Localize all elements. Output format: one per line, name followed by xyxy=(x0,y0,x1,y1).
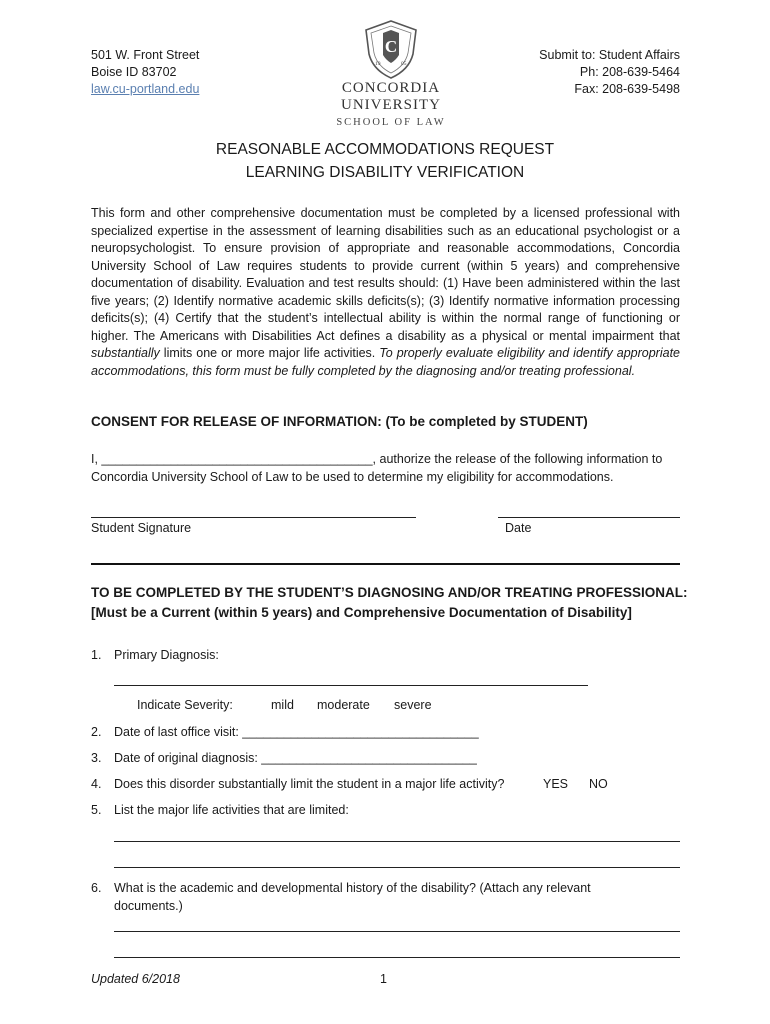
question-number: 6. xyxy=(91,881,102,895)
severity-severe-option[interactable]: severe xyxy=(394,698,432,712)
original-diagnosis-date-field[interactable]: Date of original diagnosis: _______________________________ xyxy=(114,751,477,765)
consent-prefix: I, xyxy=(91,452,102,466)
professional-section-heading xyxy=(91,583,688,623)
question-text: Does this disorder substantially limit the student in a major life activity? xyxy=(114,777,505,791)
website-link[interactable]: law.cu-portland.edu xyxy=(91,82,200,96)
logo-year-left: 19 xyxy=(375,61,381,67)
yes-option[interactable]: YES xyxy=(543,777,569,791)
intro-paragraph xyxy=(91,205,680,380)
university-logo xyxy=(296,18,486,128)
date-label: Date xyxy=(505,521,532,535)
consent-text: , authorize the release of the following information to Concordia University School of Law to be used to determine my eligibility for accommodations. xyxy=(91,452,663,484)
student-signature-field[interactable] xyxy=(91,517,416,518)
no-option[interactable]: NO xyxy=(589,777,608,791)
submit-info xyxy=(539,47,680,98)
logo-letter: C xyxy=(384,37,398,56)
history-field-line-2[interactable] xyxy=(114,957,680,958)
intro-text: This form and other comprehensive documentation must be completed by a licensed professional with specialized expertise in the assessment of learning disabilities such as an educational psychologist or a neuropsychologist. To ensure provision of appropriate and reasonable accommodations, Concordia University School of Law requires students to provide current (within 5 years) and comprehensive documentation of disability. Evaluation and test results should: (1) Have been administered within the last five years; (2) Identify normative academic skills deficits(s); (3) Identify normative information processing deficits(s); (4) Certify that the student’s intellectual ability is within the normal range of functioning or higher. The Americans with Disabilities Act defines a disability as a physical or mental impairment that xyxy=(91,206,680,343)
form-subtitle: LEARNING DISABILITY VERIFICATION xyxy=(245,164,525,181)
school-name: SCHOOL OF LAW xyxy=(336,117,446,128)
question-number: 2. xyxy=(91,725,102,739)
student-signature-label: Student Signature xyxy=(91,521,192,535)
question-number: 5. xyxy=(91,803,102,817)
last-visit-date-field[interactable]: Date of last office visit: __________________________________ xyxy=(114,725,479,739)
page-number: 1 xyxy=(380,972,387,986)
question-text: Primary Diagnosis: xyxy=(114,648,219,662)
student-name-field[interactable]: _______________________________________ xyxy=(101,452,373,466)
updated-date: Updated 6/2018 xyxy=(91,972,180,986)
question-text: List the major life activities that are limited: xyxy=(114,803,349,817)
consent-heading: CONSENT FOR RELEASE OF INFORMATION: (To be completed by STUDENT) xyxy=(91,414,588,429)
professional-heading-line-1: TO BE COMPLETED BY THE STUDENT’S DIAGNOSING AND/OR TREATING PROFESSIONAL: xyxy=(91,585,688,600)
address-line-1: 501 W. Front Street xyxy=(91,48,200,62)
intro-italic-note: To properly evaluate eligibility and identify appropriate accommodations, this form must be fully completed by the diagnosing and/or treating professional. xyxy=(91,346,680,378)
professional-heading-line-2: [Must be a Current (within 5 years) and Comprehensive Documentation of Disability] xyxy=(91,605,632,620)
shield-crest-icon xyxy=(360,18,422,80)
severity-mild-option[interactable]: mild xyxy=(271,698,294,712)
intro-text-rest: limits one or more major life activities. xyxy=(159,346,380,360)
consent-statement xyxy=(91,450,680,486)
signature-date-field[interactable] xyxy=(498,517,680,518)
primary-diagnosis-field[interactable] xyxy=(114,685,588,686)
question-6-continued: documents.) xyxy=(114,899,183,913)
intro-emphasis: substantially xyxy=(91,346,160,360)
question-number: 4. xyxy=(91,777,102,791)
history-field-line-1[interactable] xyxy=(114,931,680,932)
life-activities-field-line-2[interactable] xyxy=(114,867,680,868)
question-number: 3. xyxy=(91,751,102,765)
school-address xyxy=(91,47,199,98)
life-activities-field-line-1[interactable] xyxy=(114,841,680,842)
section-divider xyxy=(91,563,680,565)
address-line-2: Boise ID 83702 xyxy=(91,65,177,79)
university-name: CONCORDIA UNIVERSITY xyxy=(341,80,441,113)
fax: Fax: 208-639-5498 xyxy=(574,82,680,96)
form-title: REASONABLE ACCOMMODATIONS REQUEST xyxy=(215,141,555,158)
question-number: 1. xyxy=(91,648,102,662)
submit-to: Submit to: Student Affairs xyxy=(539,48,680,62)
logo-year-right: 05 xyxy=(401,61,407,67)
severity-label: Indicate Severity: xyxy=(137,698,233,712)
phone: Ph: 208-639-5464 xyxy=(579,65,680,79)
question-text: What is the academic and developmental history of the disability? (Attach any relevant xyxy=(114,881,591,895)
severity-moderate-option[interactable]: moderate xyxy=(317,698,370,712)
